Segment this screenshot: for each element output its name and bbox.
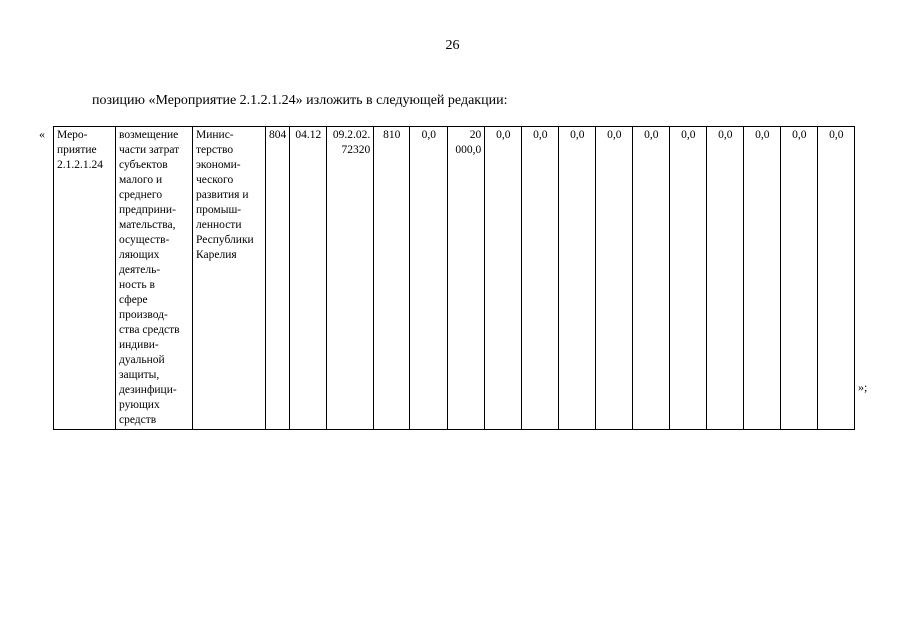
cell-text: 20 000,0 [455,129,482,156]
intro-text: позицию «Мероприятие 2.1.2.1.24» изложить в следующей редакции: [92,93,508,108]
cell-text: 0,0 [829,129,844,141]
cell-measure-description [116,127,193,430]
open-quote: « [39,127,45,141]
cell-expense-type-code [374,127,410,430]
cell-text: Меро- приятие 2.1.2.1.24 [57,129,103,171]
table-row [54,127,855,430]
measure-table [53,126,855,430]
cell-value-11 [781,127,818,430]
cell-value-1 [410,127,448,430]
cell-text: 810 [383,129,401,141]
cell-grbs-code [266,127,290,430]
cell-text: Минис- терство экономи- ческого развития и промыш- ленности Республики Карелия [196,129,254,261]
cell-text: 0,0 [570,129,585,141]
cell-text: 0,0 [607,129,622,141]
cell-value-2 [448,127,485,430]
cell-responsible-executor [193,127,266,430]
cell-text: возмещение части затрат субъектов малого и среднего предприни- мательства, осуществ- ляющих деятель- ность в сфере производ- ства средств индиви- дуальной защиты, дезинфици- рующих средств [119,129,180,426]
cell-value-8 [670,127,707,430]
cell-text: 0,0 [792,129,807,141]
cell-text: 0,0 [644,129,659,141]
cell-value-9 [707,127,744,430]
cell-text: 0,0 [533,129,548,141]
cell-text: 0,0 [755,129,770,141]
cell-value-5 [559,127,596,430]
close-quote: »; [858,380,868,394]
cell-text: 804 [269,129,287,141]
cell-value-10 [744,127,781,430]
cell-value-6 [596,127,633,430]
cell-text: 0,0 [681,129,696,141]
cell-value-7 [633,127,670,430]
cell-text: 0,0 [496,129,511,141]
cell-measure-id [54,127,116,430]
cell-section-code [290,127,327,430]
cell-text: 09.2.02. 72320 [332,129,371,156]
cell-value-3 [485,127,522,430]
cell-text: 0,0 [718,129,733,141]
cell-value-4 [522,127,559,430]
cell-value-12 [818,127,855,430]
page-number: 26 [445,38,460,53]
cell-text: 04.12 [295,129,322,141]
cell-target-article-code [327,127,374,430]
cell-text: 0,0 [421,129,436,141]
